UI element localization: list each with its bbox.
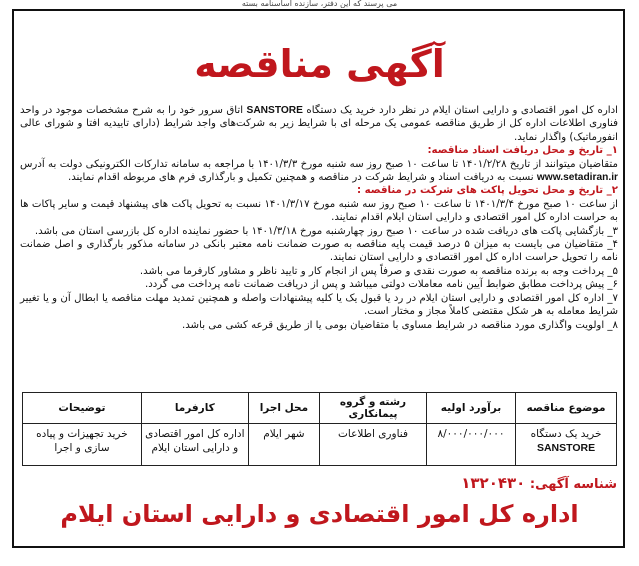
notice-body bbox=[20, 104, 618, 332]
item-5: ۵_ پرداخت وجه به برنده مناقصه به صورت نقدی و صرفاً پس از انجام کار و تایید ناظر و مشاور کارفرما می باشد. bbox=[139, 265, 618, 277]
ad-code-label: شناسه آگهی: bbox=[529, 477, 617, 492]
cell-estimate: ۸/۰۰۰/۰۰۰/۰۰۰ bbox=[426, 424, 515, 466]
col-subject: موضوع مناقصه bbox=[516, 393, 617, 424]
cell-notes: خرید تجهیزات و پیاده سازی و اجرا bbox=[23, 424, 142, 466]
col-location: محل اجرا bbox=[248, 393, 319, 424]
organization-name: اداره کل امور اقتصادی و دارایی استان ایلام bbox=[60, 500, 579, 528]
table-header-row bbox=[23, 393, 617, 424]
section1-text-a: متقاضیان میتوانند از تاریخ ۱۴۰۱/۲/۲۸ تا ساعت ۱۰ صبح روز سه شنبه مورخ ۱۴۰۱/۳/۳ با مراجعه به سامانه تدارکات الکترونیکی دولت به آدرس bbox=[20, 158, 618, 170]
section1-text-b: نسبت به دریافت اسناد و شرایط شرکت در مناقصه و همچنین تکمیل و بارگذاری فرم های مربوطه اقدام نمایند. bbox=[67, 172, 534, 184]
section1-paragraph bbox=[20, 158, 618, 185]
cell-employer: اداره کل امور اقتصادی و دارایی استان ایلام bbox=[141, 424, 248, 466]
col-employer: کارفرما bbox=[141, 393, 248, 424]
tender-table bbox=[22, 392, 617, 466]
ad-code-number: ۱۳۲۰۴۳۰ bbox=[461, 474, 526, 492]
section2-title: ۲_ تاریخ و محل تحویل پاکت های شرکت در مناقصه : bbox=[356, 185, 618, 197]
section2-text: از ساعت ۱۰ صبح مورخ ۱۴۰۱/۳/۴ تا ساعت ۱۰ صبح روز سه شنبه مورخ ۱۴۰۱/۳/۱۷ نسبت به تحویل پاکت های پیشنهاد قیمت و سایر پاکات ها به حراست اداره کل امور اقتصادی و دارایی استان ایلام اقدام نمایند. bbox=[20, 198, 619, 224]
setad-url: www.setadiran.ir bbox=[536, 172, 618, 184]
intro-text-1: اداره کل امور اقتصادی و دارایی استان ایلام در نظر دارد خرید یک دستگاه bbox=[306, 105, 618, 116]
item-6: ۶_ پیش پرداخت مطابق ضوابط آیین نامه معاملات دولتی میباشد و پس از دریافت ضمانت نامه پرداخت می گردد. bbox=[144, 279, 618, 291]
item-7: ۷_ اداره کل امور اقتصادی و دارایی استان ایلام در رد یا قبول یک یا کلیه پیشنهادات واصله و همچنین تمدید مهلت مناقصه یا ابطال آن و یا تغییر شرایط معامله به هر شکل مقتضی کاملاً مجاز و مختار است. bbox=[20, 292, 618, 318]
item-8: ۸_ اولویت واگذاری مورد مناقصه در شرایط مساوی با متقاضیان بومی یا از طریق قرعه کشی می باشد. bbox=[181, 319, 618, 331]
intro-brand: SANSTORE bbox=[246, 105, 303, 116]
cell-subject-line1: خرید یک دستگاه bbox=[530, 428, 602, 440]
item-4: ۴_ متقاضیان می بایست به میزان ۵ درصد قیمت پایه مناقصه به صورت ضمانت نامه معتبر بانکی در سامانه مذکور بارگذاری و اصل ضمانت نامه را تحویل حراست اداره کل امور اقتصادی و دارایی استان نمایند. bbox=[20, 239, 618, 264]
cell-field: فناوری اطلاعات bbox=[320, 424, 427, 466]
section1-title: ۱_ تاریخ و محل دریافت اسناد مناقصه: bbox=[427, 145, 618, 157]
col-notes: توضیحات bbox=[23, 393, 142, 424]
intro-text-2: اتاق سرور خود را به شرح مشخصات موجود در واحد فناوری اطلاعات اداره کل از طریق مناقصه عمومی یک مرحله ای با شرایط زیر به شرکت‌های واجد شرایط (دارای تاییدیه افتا و شورای عالی انفورماتیک) واگذار نماید. bbox=[20, 105, 618, 143]
item-3: ۳_ بازگشایی پاکت های دریافت شده در ساعت ۱۰ صبح روز چهارشنبه مورخ ۱۴۰۱/۳/۱۸ با حضور نماینده اداره کل بازرسی استان می باشد. bbox=[34, 225, 618, 237]
cell-subject-line2: SANSTORE bbox=[536, 442, 596, 454]
header-strip: می پرسند که این دفتر، سازنده اساسنامه بسته bbox=[241, 0, 398, 8]
notice-title: آگهی مناقصه bbox=[194, 42, 445, 86]
col-field: رشته و گروه پیمانکاری bbox=[320, 393, 427, 424]
table-row bbox=[23, 424, 617, 466]
cell-subject bbox=[516, 424, 617, 466]
col-estimate: برآورد اولیه bbox=[426, 393, 515, 424]
ad-code bbox=[461, 474, 617, 492]
cell-location: شهر ایلام bbox=[248, 424, 319, 466]
intro-paragraph bbox=[20, 104, 618, 144]
